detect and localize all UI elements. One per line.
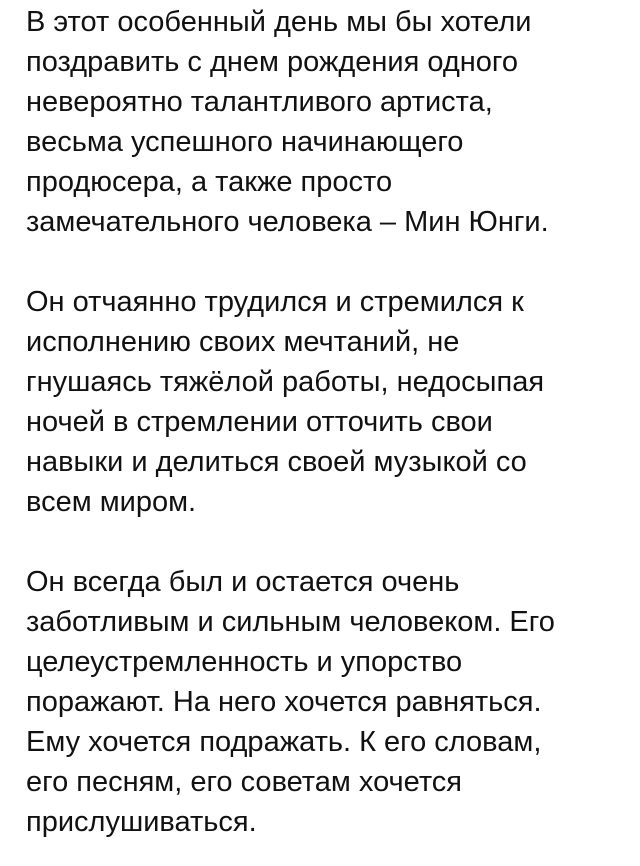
text-line: невероятно талантливого артиста, [26, 86, 493, 118]
text-line: Он отчаянно трудился и стремился к [26, 286, 524, 318]
text-line: замечательного человека – Мин Юнги. [26, 206, 549, 238]
paragraph-1 [26, 2, 626, 242]
paragraph-3 [26, 562, 626, 842]
text-line: целеустремленность и упорство [26, 646, 463, 678]
text-line: Он всегда был и остается очень [26, 566, 460, 598]
text-line: продюсера, а также просто [26, 166, 393, 198]
text-line: поздравить с днем рождения одного [26, 46, 518, 78]
text-line: заботливым и сильным человеком. Его [26, 606, 555, 638]
text-line: исполнению своих мечтаний, не [26, 326, 460, 358]
text-line: всем миром. [26, 486, 197, 518]
text-line: В этот особенный день мы бы хотели [26, 6, 532, 38]
paragraph-2 [26, 282, 626, 522]
text-line: прислушиваться. [26, 806, 257, 838]
text-line: Ему хочется подражать. К его словам, [26, 726, 542, 758]
text-line: гнушаясь тяжёлой работы, недосыпая [26, 366, 545, 398]
text-line: весьма успешного начинающего [26, 126, 464, 158]
text-line: навыки и делиться своей музыкой со [26, 446, 527, 478]
text-line: поражают. На него хочется равняться. [26, 686, 542, 718]
text-line: его песням, его советам хочется [26, 766, 462, 798]
text-line: ночей в стремлении отточить свои [26, 406, 493, 438]
